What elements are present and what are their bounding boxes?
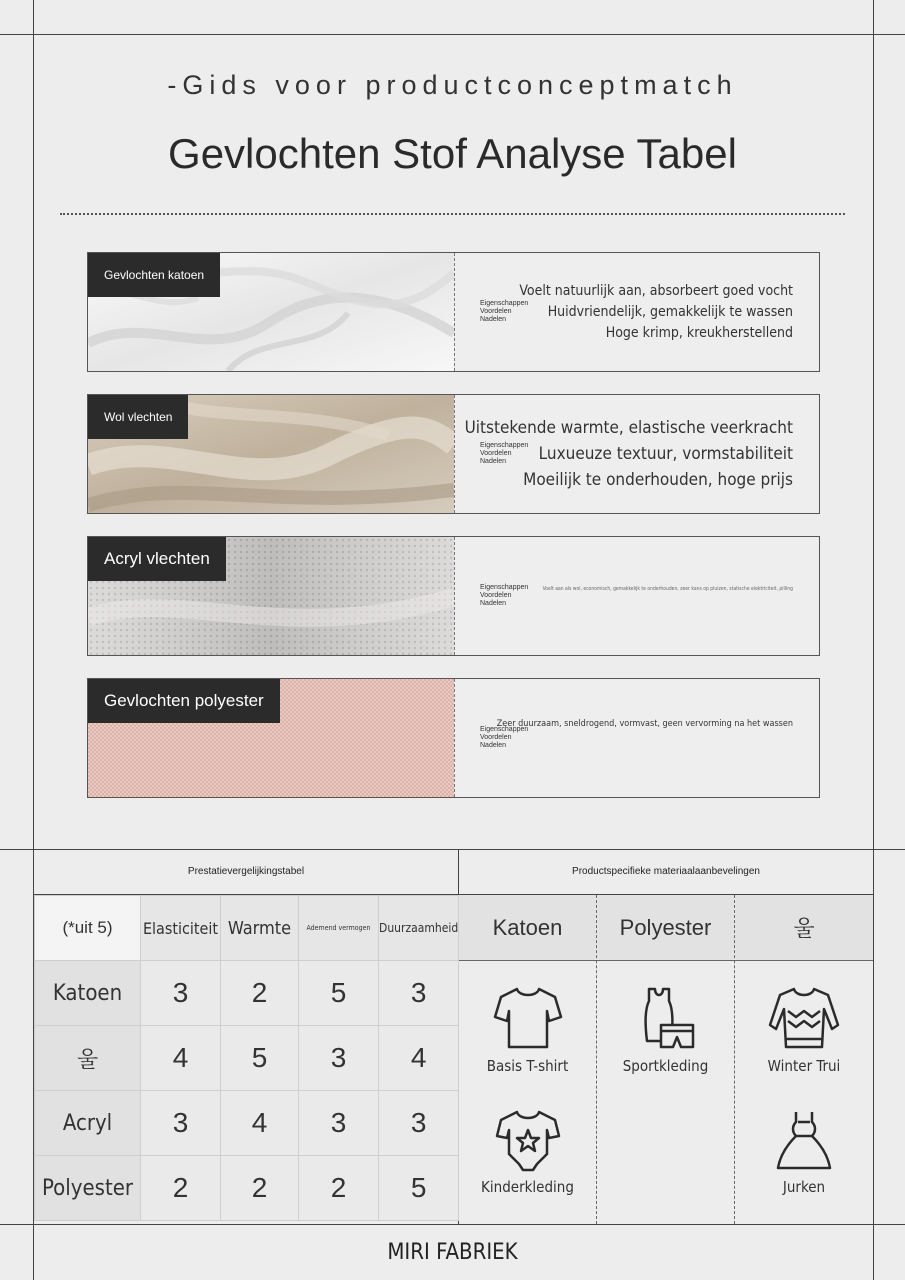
table-cell: 3: [141, 1091, 221, 1156]
fabric-tag: Gevlochten polyester: [88, 679, 280, 723]
fabric-tag: Wol vlechten: [88, 395, 188, 439]
page-subtitle: -Gids voor productconceptmatch: [167, 70, 738, 100]
sportswear-icon: [631, 985, 701, 1051]
row-header: Acryl: [35, 1091, 141, 1156]
fabric-attribute-labels: Eigenschappen Voordelen Nadelen: [480, 300, 529, 323]
fabric-attribute-values: Uitstekende warmte, elastische veerkracht Luxueuze textuur, vormstabiliteit Moeilijk te onderhouden, hoge prijs: [464, 418, 793, 490]
rec-item-winter-sweater: Winter Trui: [735, 985, 873, 1075]
fabric-card-wool: [87, 394, 820, 514]
fabric-attribute-labels: Eigenschappen Voordelen Nadelen: [480, 584, 529, 607]
performance-heading: Prestatievergelijkingstabel: [187, 866, 305, 877]
row-header: Katoen: [35, 961, 141, 1026]
fabric-card-cotton: [87, 252, 820, 372]
table-row: [35, 1091, 459, 1156]
performance-table: [34, 895, 459, 1221]
row-header: 울: [35, 1026, 141, 1091]
footer-brand: MIRI FABRIEK: [387, 1240, 518, 1265]
rec-col-header-cotton: Katoen: [459, 895, 596, 960]
table-corner-note: (*uit 5): [35, 896, 141, 961]
table-row: [35, 961, 459, 1026]
fabric-card-polyester: [87, 678, 820, 798]
fabric-attribute-values: Zeer duurzaam, sneldrogend, vormvast, geen vervorming na het wassen: [496, 719, 793, 729]
table-cell: 3: [379, 961, 459, 1026]
rec-item-dresses: Jurken: [735, 1108, 873, 1196]
table-cell: 5: [221, 1026, 299, 1091]
table-cell: 3: [299, 1026, 379, 1091]
table-cell: 2: [221, 961, 299, 1026]
fabric-attribute-values: Voelt aan als wol, economisch, gemakkelijk te onderhouden, zeer kans op pluizen, statische elektriciteit, pilling: [542, 586, 793, 592]
table-cell: 3: [299, 1091, 379, 1156]
table-cell: 2: [221, 1156, 299, 1221]
fabric-attribute-labels: Eigenschappen Voordelen Nadelen: [480, 726, 529, 749]
dotted-divider: [60, 213, 845, 215]
rec-item-basic-tshirt: Basis T-shirt: [459, 985, 596, 1075]
table-row: [35, 1026, 459, 1091]
fabric-tag: Gevlochten katoen: [88, 253, 220, 297]
t-shirt-icon: [493, 985, 563, 1051]
col-header: Duurzaamheid: [379, 896, 459, 961]
fabric-card-acrylic: [87, 536, 820, 656]
rec-col-header-wool: 울: [735, 895, 873, 960]
table-cell: 3: [141, 961, 221, 1026]
table-cell: 2: [299, 1156, 379, 1221]
dress-icon: [774, 1108, 834, 1172]
sweater-icon: [766, 985, 842, 1051]
table-cell: 4: [141, 1026, 221, 1091]
table-cell: 2: [141, 1156, 221, 1221]
table-cell: 5: [379, 1156, 459, 1221]
recommendations-heading: Productspecifieke materiaalaanbevelingen: [572, 866, 760, 877]
col-header: Elasticiteit: [141, 896, 221, 961]
table-cell: 4: [379, 1026, 459, 1091]
row-header: Polyester: [35, 1156, 141, 1221]
baby-bodysuit-icon: [493, 1108, 563, 1172]
table-cell: 5: [299, 961, 379, 1026]
fabric-tag: Acryl vlechten: [88, 537, 226, 581]
rec-item-childrenswear: Kinderkleding: [459, 1108, 596, 1196]
table-row: [35, 1156, 459, 1221]
page-title: Gevlochten Stof Analyse Tabel: [168, 130, 737, 177]
col-header: Ademend vermogen: [299, 896, 379, 961]
col-header: Warmte: [221, 896, 299, 961]
rec-col-header-polyester: Polyester: [597, 895, 734, 960]
rec-item-sportswear: Sportkleding: [597, 985, 734, 1075]
table-cell: 4: [221, 1091, 299, 1156]
fabric-attribute-values: Voelt natuurlijk aan, absorbeert goed vocht Huidvriendelijk, gemakkelijk te wassen Hoge krimp, kreukherstellend: [519, 283, 793, 341]
fabric-attribute-labels: Eigenschappen Voordelen Nadelen: [480, 442, 529, 465]
table-cell: 3: [379, 1091, 459, 1156]
